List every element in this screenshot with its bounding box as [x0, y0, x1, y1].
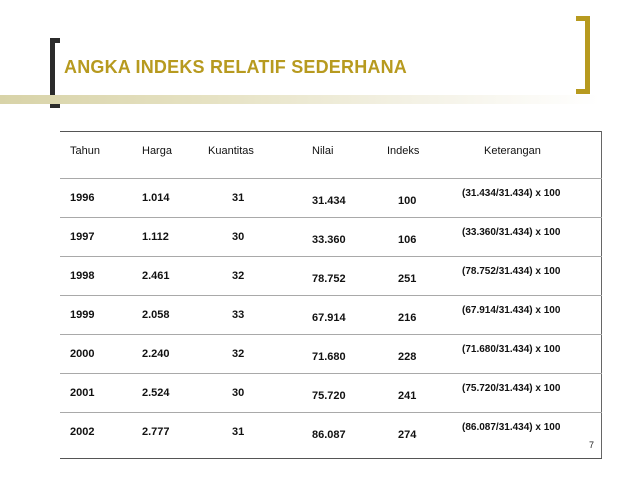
cell-harga: 2.461 [142, 270, 170, 282]
cell-indeks: 106 [398, 234, 417, 246]
cell-nilai: 75.720 [312, 390, 346, 402]
cell-nilai: 33.360 [312, 234, 346, 246]
cell-nilai: 67.914 [312, 312, 346, 324]
cell-keterangan: (78.752/31.434) x 100 [462, 266, 561, 277]
cell-kuantitas: 33 [232, 309, 245, 321]
right-bracket-decoration [576, 16, 590, 94]
cell-indeks: 216 [398, 312, 417, 324]
table-row [60, 178, 602, 217]
cell-kuantitas: 32 [232, 270, 245, 282]
cell-tahun: 1999 [70, 309, 95, 321]
cell-harga: 2.240 [142, 348, 170, 360]
cell-nilai: 78.752 [312, 273, 346, 285]
cell-nilai: 71.680 [312, 351, 346, 363]
cell-kuantitas: 31 [232, 192, 245, 204]
cell-harga: 2.058 [142, 309, 170, 321]
table-row [60, 373, 602, 412]
cell-keterangan: (67.914/31.434) x 100 [462, 305, 561, 316]
cell-indeks: 100 [398, 195, 417, 207]
header-harga: Harga [142, 145, 172, 157]
cell-tahun: 1997 [70, 231, 95, 243]
page-number: 7 [589, 440, 595, 450]
cell-indeks: 228 [398, 351, 417, 363]
table-row [60, 334, 602, 373]
cell-keterangan: (33.360/31.434) x 100 [462, 227, 561, 238]
cell-kuantitas: 30 [232, 231, 245, 243]
cell-kuantitas: 31 [232, 426, 245, 438]
cell-keterangan: (31.434/31.434) x 100 [462, 188, 561, 199]
header-kuantitas: Kuantitas [208, 145, 254, 157]
cell-indeks: 241 [398, 390, 417, 402]
header-keterangan: Keterangan [484, 145, 541, 157]
cell-tahun: 2002 [70, 426, 95, 438]
cell-keterangan: (86.087/31.434) x 100 [462, 422, 561, 433]
cell-nilai: 31.434 [312, 195, 346, 207]
header-tahun: Tahun [70, 145, 100, 157]
cell-keterangan: (71.680/31.434) x 100 [462, 344, 561, 355]
cell-nilai: 86.087 [312, 429, 346, 441]
cell-tahun: 1996 [70, 192, 95, 204]
cell-harga: 2.524 [142, 387, 170, 399]
table-row [60, 412, 602, 451]
cell-keterangan: (75.720/31.434) x 100 [462, 383, 561, 394]
header-indeks: Indeks [387, 145, 420, 157]
cell-harga: 1.112 [142, 231, 169, 243]
header-nilai: Nilai [312, 145, 334, 157]
table-header-row [60, 131, 602, 178]
cell-kuantitas: 32 [232, 348, 245, 360]
cell-indeks: 274 [398, 429, 417, 441]
table-row [60, 217, 602, 256]
slide-title: ANGKA INDEKS RELATIF SEDERHANA [64, 57, 408, 77]
index-table [60, 131, 602, 459]
cell-tahun: 2001 [70, 387, 95, 399]
cell-harga: 2.777 [142, 426, 170, 438]
cell-tahun: 2000 [70, 348, 95, 360]
title-underline-bar [0, 95, 600, 104]
cell-harga: 1.014 [142, 192, 170, 204]
table-row [60, 295, 602, 334]
table-row [60, 256, 602, 295]
cell-tahun: 1998 [70, 270, 95, 282]
cell-kuantitas: 30 [232, 387, 245, 399]
cell-indeks: 251 [398, 273, 417, 285]
